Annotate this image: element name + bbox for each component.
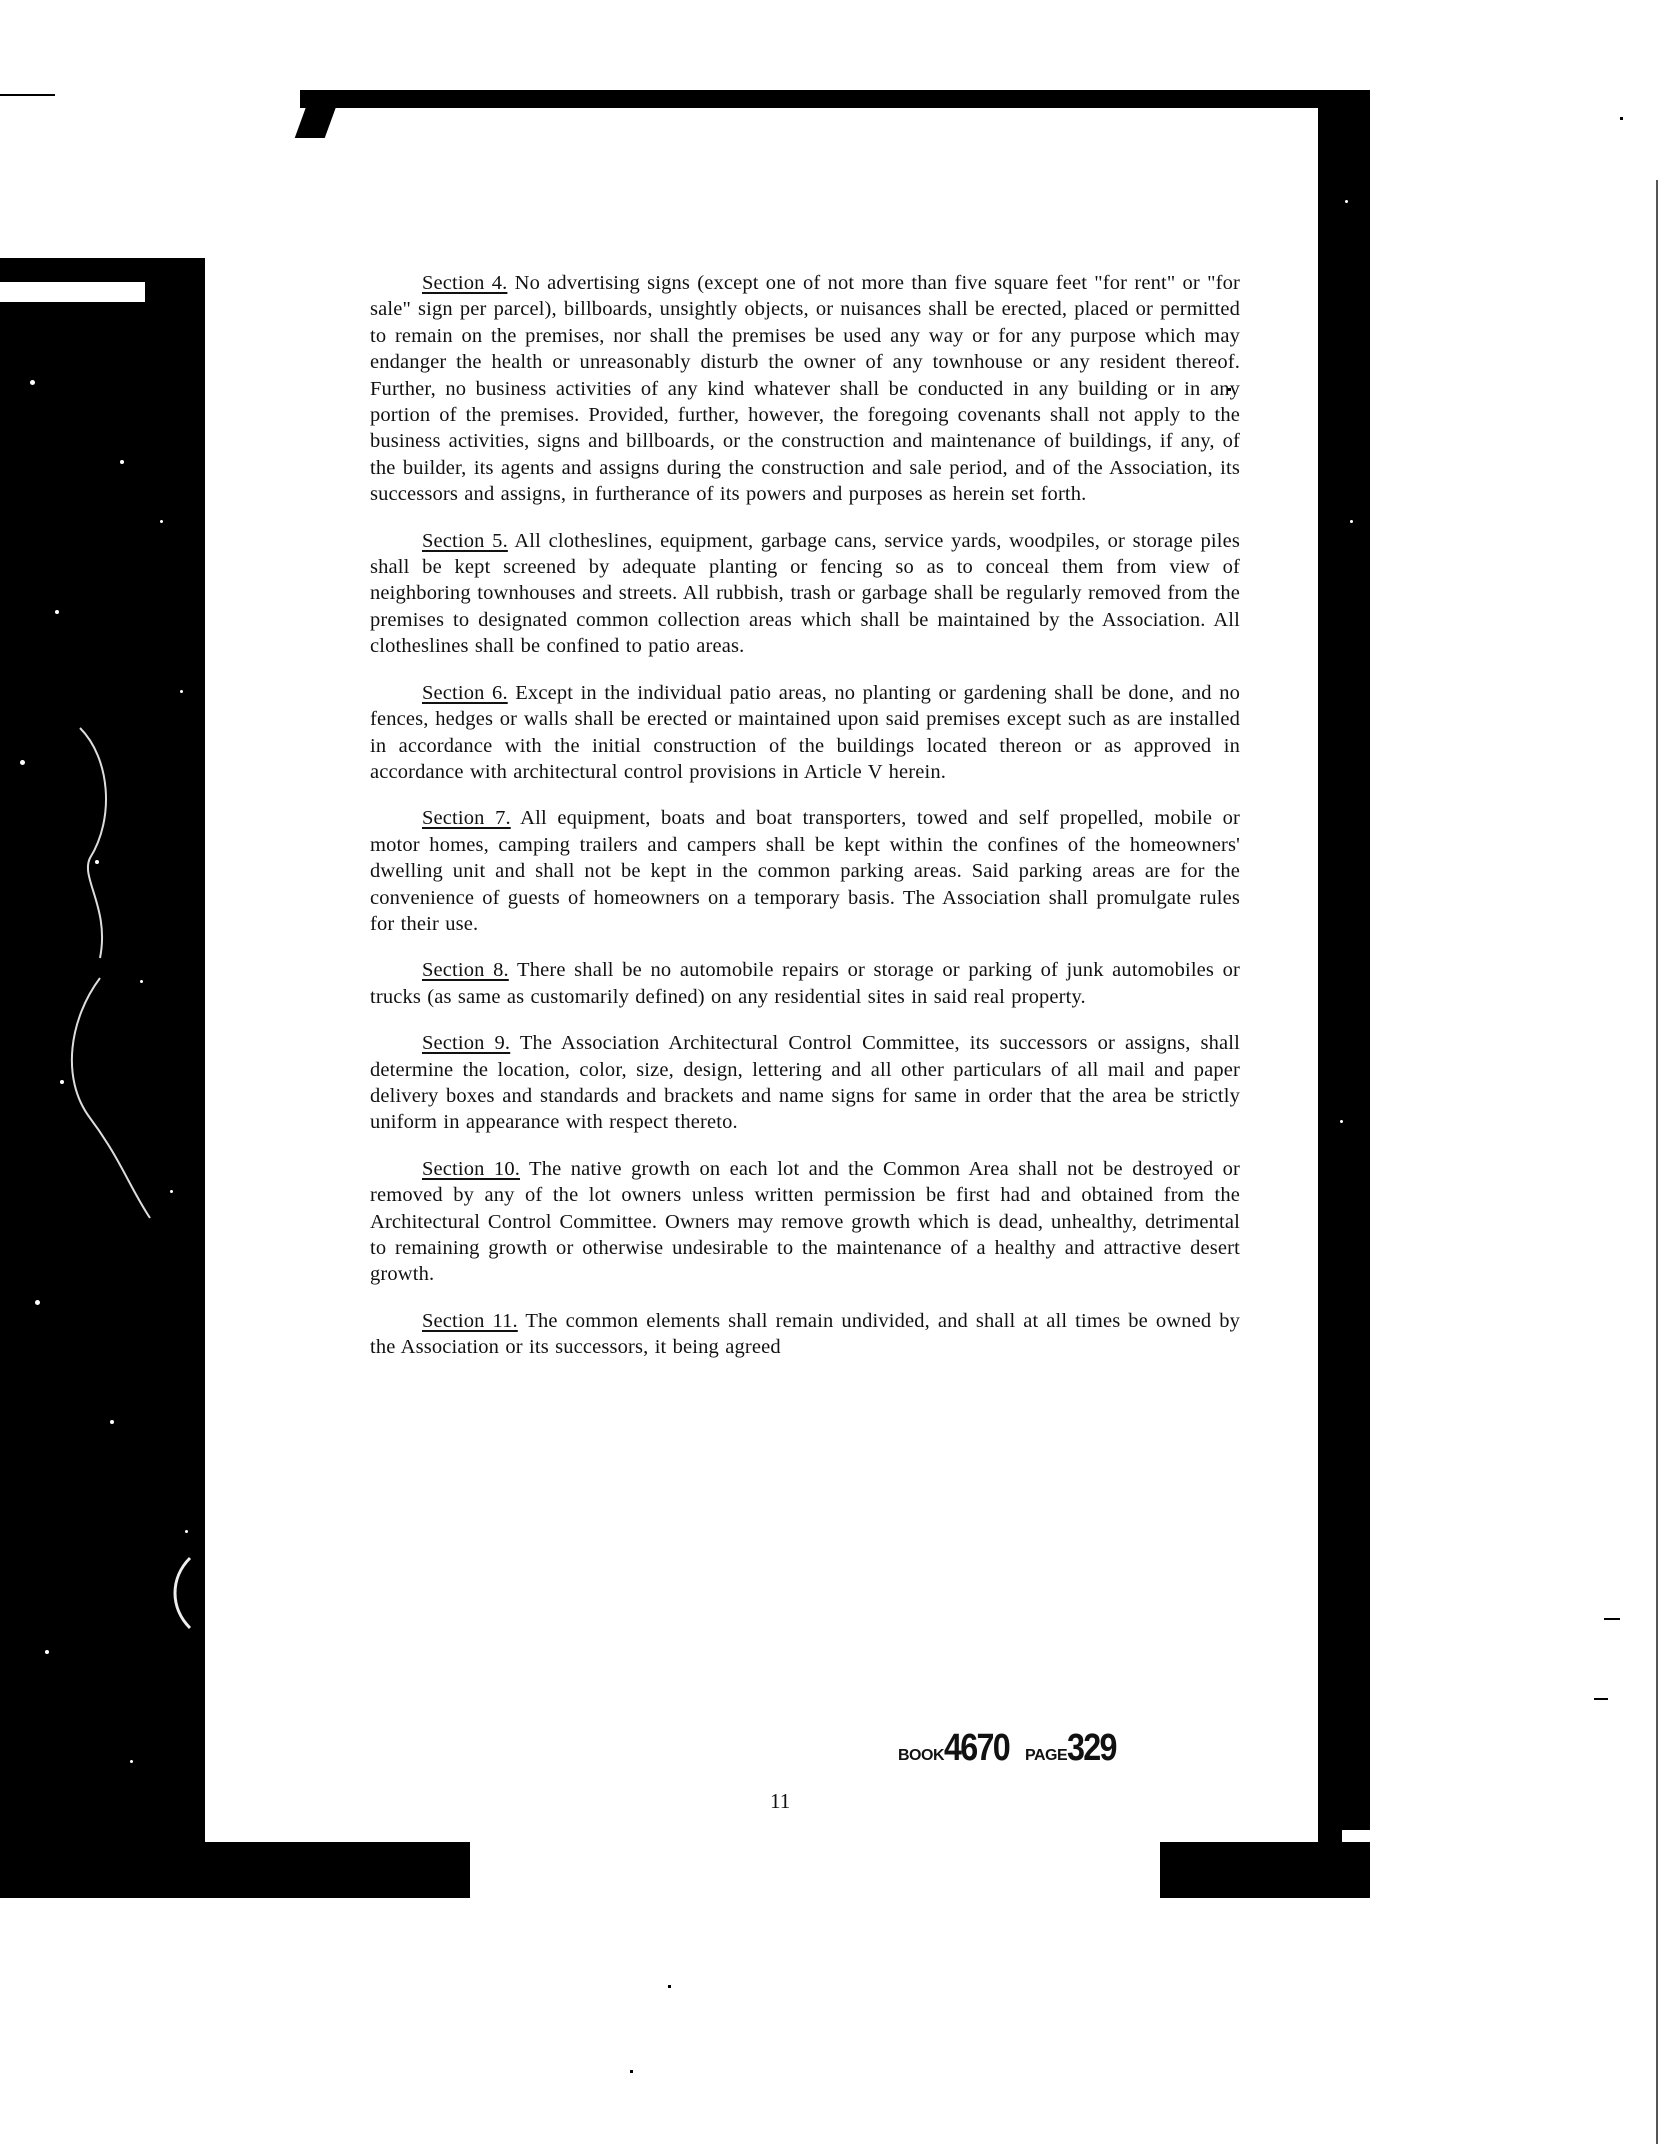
section-heading: Section 5. [422,529,508,552]
page-ref: 329 [1067,1727,1116,1769]
section-text: The Association Architectural Control Committee, its successors or assigns, shall determine the location, color, size, design, lettering and all other particulars of all mail and paper delivery boxes and standards and brackets and name signs for same in order that the area be strictly uniform in appearance with respect thereto. [370,1032,1240,1134]
section-text: All clotheslines, equipment, garbage cans, service yards, woodpiles, or storage piles shall be kept screened by adequate planting or fencing so as to conceal them from view of neighboring townhouses and streets. All rubbish, trash or garbage shall be regularly removed from the premises to designated common collection areas which shall be maintained by the Association. All clotheslines shall be confined to patio areas. [370,529,1240,658]
section-text: The native growth on each lot and the Common Area shall not be destroyed or removed by any of the lot owners unless written permission be first had and obtained from the Architectural Control Committee. Owners may remove growth which is dead, unhealthy, detrimental to remaining growth or otherwise undesirable to the maintenance of a healthy and attractive desert growth. [370,1157,1241,1286]
document-body [370,270,1240,1381]
scan-speck [1345,200,1348,203]
section-10-paragraph [370,1156,1240,1288]
book-number: 4670 [944,1727,1010,1769]
section-heading: Section 4. [422,272,508,294]
scan-dot [630,2070,633,2073]
section-text: Except in the individual patio areas, no planting or gardening shall be done, and no fences, hedges or walls shall be erected or maintained upon said premises except such as are installed in accordance with the initial construction of the buildings located thereon or as approved in accordance with architectural control provisions in Article V herein. [370,681,1240,783]
section-heading: Section 7. [422,807,511,830]
scan-bottom-right [1160,1842,1370,1898]
section-5-paragraph [370,528,1240,660]
page-number: 11 [770,1789,791,1813]
scan-dot [668,1985,671,1988]
scan-dot [1620,117,1623,120]
scan-scratch-lines [0,258,205,1898]
section-heading: Section 9. [422,1032,511,1055]
section-text: No advertising signs (except one of not more than five square feet "for rent" or "for sale" sign per parcel), billboards, unsightly objects, or nuisances shall be erected, placed or permitted to remain on the premises, nor shall the premises be used any way or for any purpose which may endanger the health or unreasonably disturb the owner of any townhouse or any resident thereof. Further, no business activities of any kind whatever shall be conducted in any building or in any portion of the premises. Provided, further, however, the foregoing covenants shall not apply to the business activities, signs and billboards, or the construction and maintenance of buildings, if any, of the builder, its agents and assigns during the construction and sale period, and of the Association, its successors and assigns, in furtherance of its powers and purposes as herein set forth. [370,272,1240,506]
section-text: The common elements shall remain undivided, and shall at all times be owned by the Association or its successors, it being agreed [370,1309,1240,1359]
section-6-paragraph [370,680,1240,786]
section-8-paragraph [370,957,1240,1010]
scan-right-edge [1318,90,1370,1898]
page-label: PAGE [1025,1747,1068,1764]
section-9-paragraph [370,1030,1240,1136]
scan-stray-line [1594,1698,1608,1700]
section-4-paragraph [370,270,1240,508]
scan-speck [1350,520,1353,523]
section-text: All equipment, boats and boat transporters, towed and self propelled, mobile or motor homes, camping trailers and campers shall be kept within the confines of the homeowners' dwelling unit and shall not be kept in the common parking areas. Said parking areas are for the convenience of guests of homeowners on a temporary basis. The Association shall promulgate rules for their use. [370,807,1240,935]
scan-speck [1340,1120,1343,1123]
scan-stray-line [1656,180,1658,2144]
section-heading: Section 10. [422,1157,521,1180]
book-page-stamp [898,1727,1125,1770]
scan-top-bar [300,90,1320,108]
scan-stray-line [0,94,55,96]
section-7-paragraph [370,805,1240,937]
scan-stray-line [1604,1618,1620,1620]
book-label: BOOK [898,1747,944,1764]
section-heading: Section 8. [422,959,509,982]
section-text: There shall be no automobile repairs or storage or parking of junk automobiles or trucks (as same as customarily defined) on any residential sites in said real property. [370,959,1240,1008]
section-11-paragraph [370,1308,1240,1361]
section-heading: Section 11. [422,1309,518,1332]
section-heading: Section 6. [422,681,508,704]
